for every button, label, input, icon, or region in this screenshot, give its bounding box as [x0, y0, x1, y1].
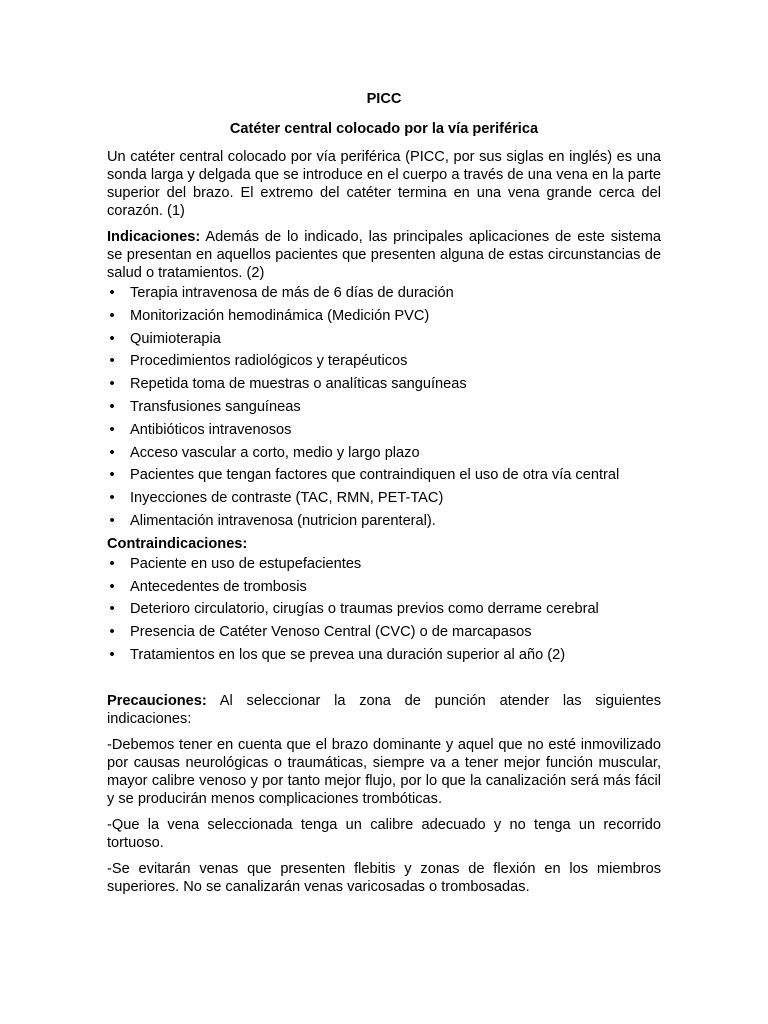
list-item	[107, 466, 661, 484]
list-item	[107, 555, 661, 573]
indications-list	[107, 284, 661, 530]
bullet-icon: •	[109, 285, 115, 301]
list-item-text: Quimioterapia	[130, 330, 221, 347]
list-item-text: Paciente en uso de estupefacientes	[130, 555, 362, 572]
bullet-icon: •	[109, 398, 115, 415]
list-item	[107, 352, 661, 370]
bullet-icon: •	[109, 578, 115, 595]
bullet-icon: •	[109, 490, 115, 507]
list-item-text: Antibióticos intravenosos	[130, 421, 292, 438]
list-item	[107, 421, 661, 439]
list-item	[107, 512, 661, 530]
list-item	[107, 489, 661, 507]
document-title: PICC	[366, 91, 402, 107]
list-item-text: Monitorización hemodinámica (Medición PVC)	[130, 307, 430, 324]
list-item	[107, 330, 661, 348]
list-item	[107, 398, 661, 416]
bullet-icon: •	[109, 601, 115, 618]
indications-label: Indicaciones:	[107, 229, 201, 245]
bullet-icon: •	[109, 330, 115, 347]
bullet-icon: •	[109, 353, 115, 370]
list-item-text: Alimentación intravenosa (nutricion parenteral).	[130, 512, 436, 529]
section-spacer	[107, 669, 661, 692]
bullet-icon: •	[109, 307, 115, 324]
bullet-icon: •	[109, 646, 115, 663]
list-item-text: Transfusiones sanguíneas	[130, 398, 301, 415]
list-item-text: Tratamientos en los que se prevea una duración superior al año (2)	[130, 646, 566, 663]
indications-paragraph	[107, 228, 661, 282]
precautions-label: Precauciones:	[107, 692, 207, 709]
intro-paragraph: Un catéter central colocado por vía periférica (PICC, por sus siglas en inglés) es una sonda larga y delgada que se introduce en el cuerpo a través de una vena en la parte superior del brazo. El extremo del catéter termina en una vena grande cerca del corazón. (1)	[107, 149, 661, 219]
bullet-icon: •	[109, 376, 115, 393]
precaution-item: -Debemos tener en cuenta que el brazo dominante y aquel que no esté inmovilizado por causas neurológicas o traumáticas, siempre va a tener mejor función muscular, mayor calibre venoso y por tanto mejor flujo, por lo que la canalización será más fácil y se producirán menos complicaciones trombóticas.	[107, 736, 661, 807]
bullet-icon: •	[109, 444, 115, 461]
bullet-icon: •	[109, 421, 115, 438]
list-item	[107, 375, 661, 393]
contraindications-heading: Contraindicaciones:	[107, 535, 248, 552]
list-item-text: Antecedentes de trombosis	[130, 578, 307, 595]
list-item	[107, 307, 661, 325]
list-item	[107, 444, 661, 462]
precautions-text: Al seleccionar la zona de punción atender las siguientes indicaciones:	[107, 692, 661, 727]
bullet-icon: •	[109, 624, 115, 641]
list-item-text: Terapia intravenosa de más de 6 días de duración	[130, 285, 454, 301]
list-item-text: Deterioro circulatorio, cirugías o traumas previos como derrame cerebral	[130, 601, 599, 618]
precaution-item: -Se evitarán venas que presenten flebitis y zonas de flexión en los miembros superiores. No se canalizarán venas varicosadas o trombosadas.	[107, 860, 661, 895]
indications-text: Además de lo indicado, las principales aplicaciones de este sistema se presentan en aquellos pacientes que presenten alguna de estas circunstancias de salud o tratamientos. (2)	[107, 229, 662, 281]
list-item-text: Pacientes que tengan factores que contraindiquen el uso de otra vía central	[130, 467, 620, 484]
list-item-text: Inyecciones de contraste (TAC, RMN, PET-TAC)	[130, 490, 444, 507]
list-item	[107, 600, 661, 618]
document-subtitle: Catéter central colocado por la vía periférica	[229, 121, 539, 137]
contraindications-list	[107, 555, 661, 664]
precautions-paragraph	[107, 692, 661, 728]
list-item	[107, 623, 661, 641]
list-item-text: Procedimientos radiológicos y terapéuticos	[130, 353, 408, 370]
bullet-icon: •	[109, 512, 115, 529]
list-item	[107, 646, 661, 664]
list-item	[107, 284, 661, 302]
bullet-icon: •	[109, 467, 115, 484]
precaution-item: -Que la vena seleccionada tenga un calibre adecuado y no tenga un recorrido tortuoso.	[107, 816, 661, 851]
list-item	[107, 578, 661, 596]
list-item-text: Presencia de Catéter Venoso Central (CVC) o de marcapasos	[130, 624, 532, 641]
bullet-icon: •	[109, 555, 115, 572]
list-item-text: Repetida toma de muestras o analíticas sanguíneas	[130, 376, 467, 393]
list-item-text: Acceso vascular a corto, medio y largo plazo	[130, 444, 420, 461]
